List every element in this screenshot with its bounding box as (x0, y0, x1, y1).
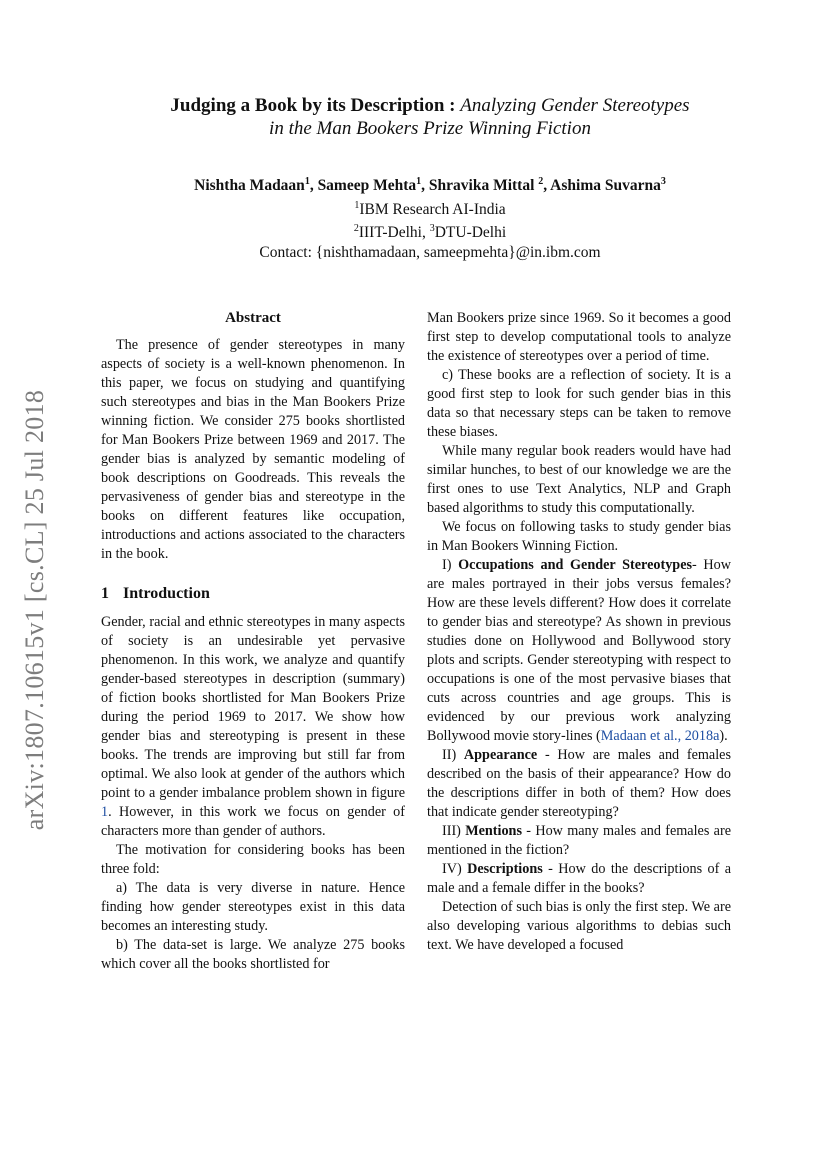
right-paragraph-3: While many regular book readers would have had similar hunches, to best of our knowledge we are the first ones to use Text Analytics, NLP and Graph based algorithms to study this computationally. (427, 443, 731, 516)
title-subtitle-line2: in the Man Bookers Prize Winning Fiction (269, 118, 591, 139)
right-paragraph-1: Man Bookers prize since 1969. So it becomes a good first step to develop computational tools to analyze the existence of stereotypes over a period of time. (427, 310, 731, 364)
left-column (101, 309, 405, 974)
intro-paragraph-2: The motivation for considering books has been three fold: (101, 842, 405, 877)
paper-title (80, 94, 780, 140)
abstract-body: The presence of gender stereotypes in many aspects of society is a well-known phenomenon. In this paper, we focus on studying and quantifying such stereotypes and bias in the Man Bookers Prize winning fiction. We consider 275 books shortlisted for Man Bookers Prize between 1969 and 2017. The gender bias is analyzed by semantic modeling of book descriptions on Goodreads. This reveals the pervasiveness of gender bias and stereotype in the books on different features like occupation, introductions and actions associated to the characters in the book. (101, 337, 405, 562)
arxiv-identifier: arXiv:1807.10615v1 [cs.CL] 25 Jul 2018 (20, 389, 49, 831)
citation-link[interactable]: Madaan et al., 2018a (600, 728, 720, 744)
right-paragraph-2: c) These books are a reflection of society. It is a good first step to look for such gender bias in this data so that necessary steps can be taken to remove these biases. (427, 367, 731, 440)
right-paragraph-4: We focus on following tasks to study gender bias in Man Bookers Winning Fiction. (427, 519, 731, 554)
intro-paragraph-4: b) The data-set is large. We analyze 275 books which cover all the books shortlisted for (101, 937, 405, 972)
affiliation-2: $^2$IIIT-Delhi, $^3$DTU-Delhi (353, 223, 507, 242)
intro-paragraph-3: a) The data is very diverse in nature. Hence finding how gender stereotypes exist in this data becomes an interesting study. (101, 880, 405, 934)
intro-paragraph-1: Gender, racial and ethnic stereotypes in many aspects of society is an undesirable yet pervasive phenomenon. In this work, we analyze and quantify gender-based stereotypes in description (summary) of fiction books shortlisted for Man Bookers Prize during the period 1969 to 2017. We show how gender bias and stereotyping is present in these books. The trends are improving but still far from optimal. We also look at gender of the authors which point to a gender imbalance problem shown in figure 1. However, in this work we focus on gender of characters more than gender of authors. (101, 614, 405, 839)
right-column (427, 309, 731, 955)
affiliation-1: $^1$IBM Research AI-India (354, 199, 506, 218)
author-2: Sameep Mehta (317, 177, 417, 195)
author-1: Nishtha Madaan (194, 177, 305, 195)
task-mentions: III) Mentions - How many males and females are mentioned in the fiction? (427, 823, 731, 858)
abstract-heading: Abstract (225, 310, 281, 326)
author-names: Nishtha Madaan$^1$, Sameep Mehta$^1$, Shravika Mittal $^2$, Ashima Suvarna$^3$ (194, 176, 666, 195)
author-3: Shravika Mittal (428, 177, 539, 195)
title-main: Judging a Book by its Description : (170, 95, 461, 116)
right-paragraph-5: Detection of such bias is only the first step. We are also developing various algorithms to debias such text. We have developed a focused (427, 899, 731, 953)
author-block (80, 172, 780, 262)
task-occupations: I) Occupations and Gender Stereotypes- How are males portrayed in their jobs versus females? How are these levels different? How does it correlate to gender bias and stereotype? As shown in previous studies done on Hollywood and Bollywood story plots and scripts. Gender stereotyping with respect to occupations is one of the most pervasive biases that cuts across countries and age groups. This is evidenced by our previous work analyzing Bollywood movie story-lines (Madaan et al., 2018a). (427, 557, 731, 744)
title-subtitle-line1: Analyzing Gender Stereotypes (460, 95, 690, 116)
section-heading-introduction: 1 Introduction (101, 585, 210, 602)
task-appearance: II) Appearance - How are males and females described on the basis of their appearance? How do the descriptions differ in both of them? How does that indicate gender stereotyping? (427, 747, 731, 820)
author-4: Ashima Suvarna (550, 177, 661, 195)
task-descriptions: IV) Descriptions - How do the descriptions of a male and a female differ in the books? (427, 861, 731, 896)
figure-reference-link[interactable]: 1 (101, 804, 109, 820)
contact-line: Contact: {nishthamadaan, sameepmehta}@in.ibm.com (259, 243, 601, 261)
arxiv-side-stamp (22, 375, 48, 845)
